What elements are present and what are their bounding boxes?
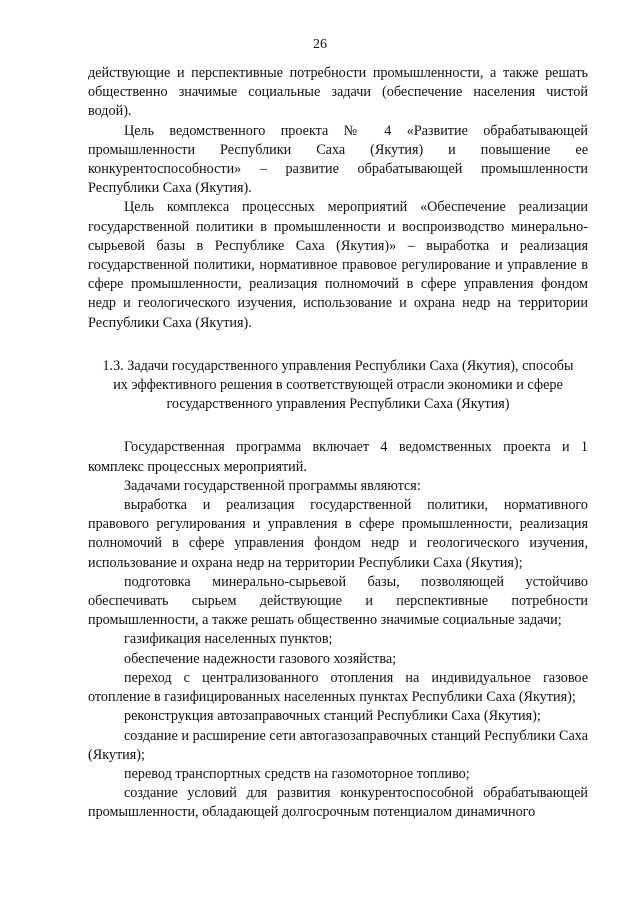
paragraph-program-composition: Государственная программа включает 4 ведомственных проекта и 1 комплекс процессных мероприятий. xyxy=(88,439,588,475)
section-heading: 1.3. Задачи государственного управления Республики Саха (Якутия), способы их эффективного решения в соответствующей отрасли экономики и сфере государственного управления Республики Саха (Якутия) xyxy=(102,357,574,413)
paragraph-tasks-intro: Задачами государственной программы являются: xyxy=(124,477,421,494)
paragraph-project-4-goal: Цель ведомственного проекта № 4 «Развитие обрабатывающей промышленности Республики Саха (Якутия) и повышение ее конкурентоспособности» – развитие обрабатывающей промышленности Республики Саха (Якутия). xyxy=(88,122,588,197)
list-item: газификация населенных пунктов; xyxy=(124,631,333,648)
list-item: реконструкция автозаправочных станций Республики Саха (Якутия); xyxy=(124,708,541,725)
list-item: обеспечение надежности газового хозяйства; xyxy=(124,650,397,667)
list-item: переход с централизованного отопления на индивидуальное газовое отопление в газифицированных населенных пунктах Республики Саха (Якутия); xyxy=(88,669,588,706)
paragraph-continuation: действующие и перспективные потребности промышленности, а также решать общественно значимые социальные задачи (обеспечение населения чистой водой). xyxy=(88,65,588,120)
document-body xyxy=(88,64,588,823)
list-item: перевод транспортных средств на газомоторное топливо; xyxy=(124,765,470,782)
list-item: создание условий для развития конкурентоспособной обрабатывающей промышленности, обладающей долгосрочным потенциалом динамичного xyxy=(88,785,588,821)
list-item: создание и расширение сети автогазозаправочных станций Республики Саха (Якутия); xyxy=(88,727,588,763)
paragraph-process-complex-goal: Цель комплекса процессных мероприятий «Обеспечение реализации государственной политики в промышленности и воспроизводство минерально-сырьевой базы в Республике Саха (Якутия)» – выработка и реализация государственной политики, нормативное правовое регулирование и управление в сфере промышленности, реализация полномочий в сфере управления фондом недр и геологического изучения, использование и охрана недр на территории Республики Саха (Якутия). xyxy=(88,199,588,331)
list-item: подготовка минерально-сырьевой базы, позволяющей устойчиво обеспечивать сырьем действующие и перспективные потребности промышленности, а также решать общественно значимые социальные задачи; xyxy=(88,573,588,629)
list-item: выработка и реализация государственной политики, нормативного правового регулирования и управления в сфере промышленности, реализация полномочий в сфере управления фондом недр и геологического изучения, использование и охрана недр на территории Республики Саха (Якутия); xyxy=(88,497,588,571)
page-number: 26 xyxy=(313,37,327,52)
